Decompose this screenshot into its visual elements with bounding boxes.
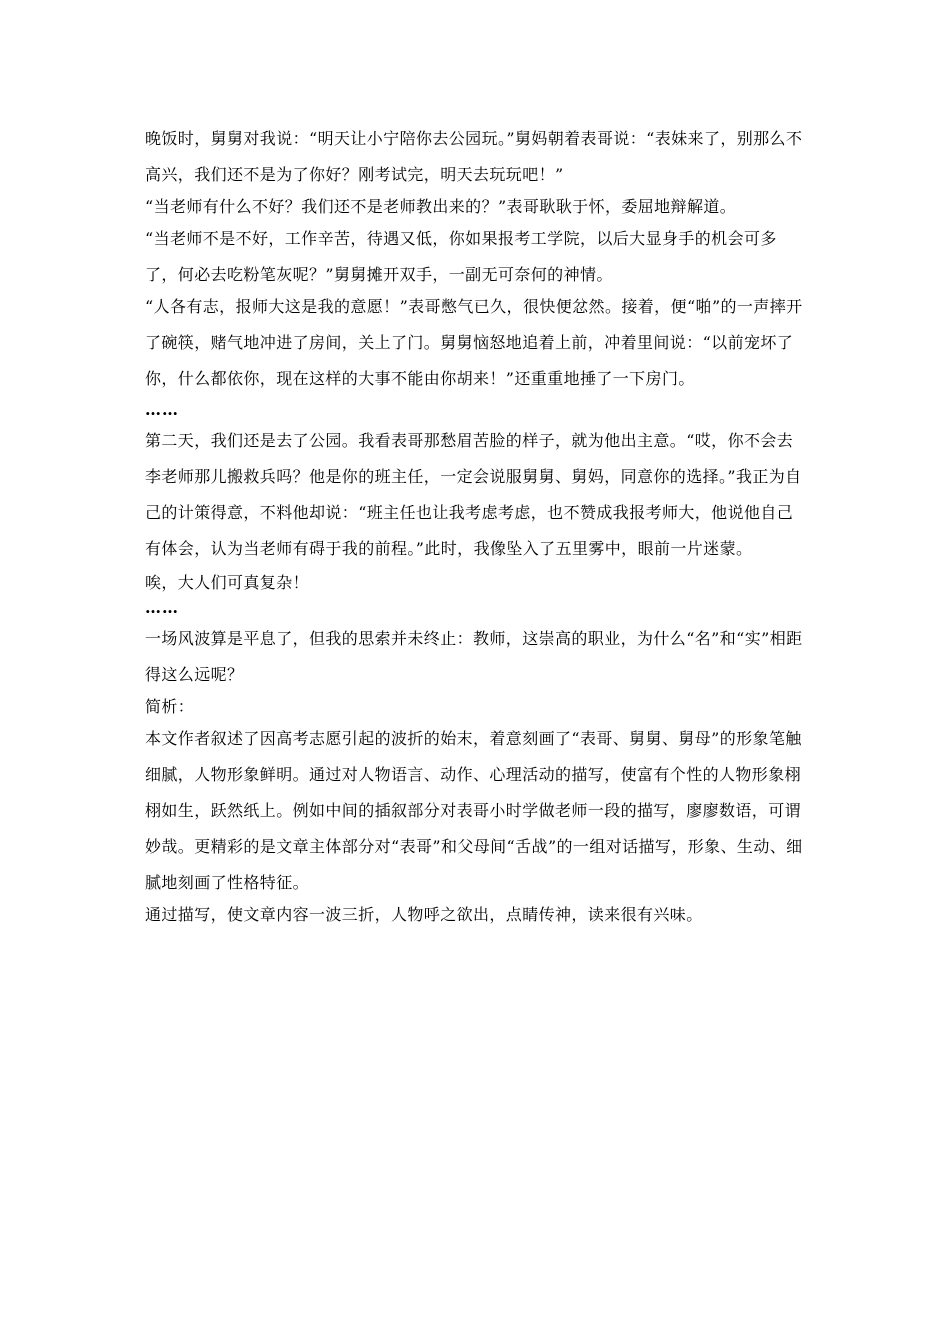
paragraph-dinner-dialogue: 晚饭时，舅舅对我说：“明天让小宁陪你去公园玩。”舅妈朝着表哥说：“表妹来了，别那么不高兴，我们还不是为了你好？刚考试完，明天去玩玩吧！” [145,129,803,184]
paragraph-cousin-reply: “当老师有什么不好？我们还不是老师教出来的？”表哥耿耿于怀，委屈地辩解道。 [145,197,737,216]
paragraph-analysis-body: 本文作者叙述了因高考志愿引起的波折的始末，着意刻画了“表哥、舅舅、舅母”的形象笔触细腻，人物形象鲜明。通过对人物语言、动作、心理活动的描写，使富有个性的人物形象栩栩如生，跃然纸上。例如中间的插叙部分对表哥小时学做老师一段的描写，廖廖数语，可谓妙哉。更精彩的是文章主体部分对“表哥”和父母间“舌战”的一组对话描写，形象、生动、细腻地刻画了性格特征。 [145,729,803,892]
heading-brief-analysis: 简析： [145,697,195,716]
ellipsis-separator: …… [145,598,179,617]
paragraph-reflection: 一场风波算是平息了，但我的思索并未终止：教师，这崇高的职业，为什么“名”和“实”相距得这么远呢？ [145,629,803,684]
ellipsis-separator: …… [145,400,179,419]
paragraph-next-day-park: 第二天，我们还是去了公园。我看表哥那愁眉苦脸的样子，就为他出主意。“哎，你不会去李老师那儿搬救兵吗？他是你的班主任，一定会说服舅舅、舅妈，同意你的选择。”我正为自己的计策得意，不料他却说：“班主任也让我考虑考虑，也不赞成我报考师大，他说他自己有体会，认为当老师有碍于我的前程。”此时，我像坠入了五里雾中，眼前一片迷蒙。 [145,431,802,558]
paragraph-analysis-conclusion: 通过描写，使文章内容一波三折，人物呼之欲出，点睛传神，读来很有兴味。 [145,905,703,924]
document-body [145,121,807,927]
paragraph-cousin-anger: “人各有志，报师大这是我的意愿！”表哥憋气已久，很快便忿然。接着，便“啪”的一声摔开了碗筷，赌气地冲进了房间，关上了门。舅舅恼怒地追着上前，冲着里间说：“以前宠坏了你，什么都依你，现在这样的大事不能由你胡来！”还重重地捶了一下房门。 [145,297,803,388]
paragraph-uncle-argument: “当老师不是不好，工作辛苦，待遇又低，你如果报考工学院，以后大显身手的机会可多了，何必去吃粉笔灰呢？”舅舅摊开双手，一副无可奈何的神情。 [145,229,777,284]
paragraph-adults-complex: 唉，大人们可真复杂！ [145,573,310,592]
